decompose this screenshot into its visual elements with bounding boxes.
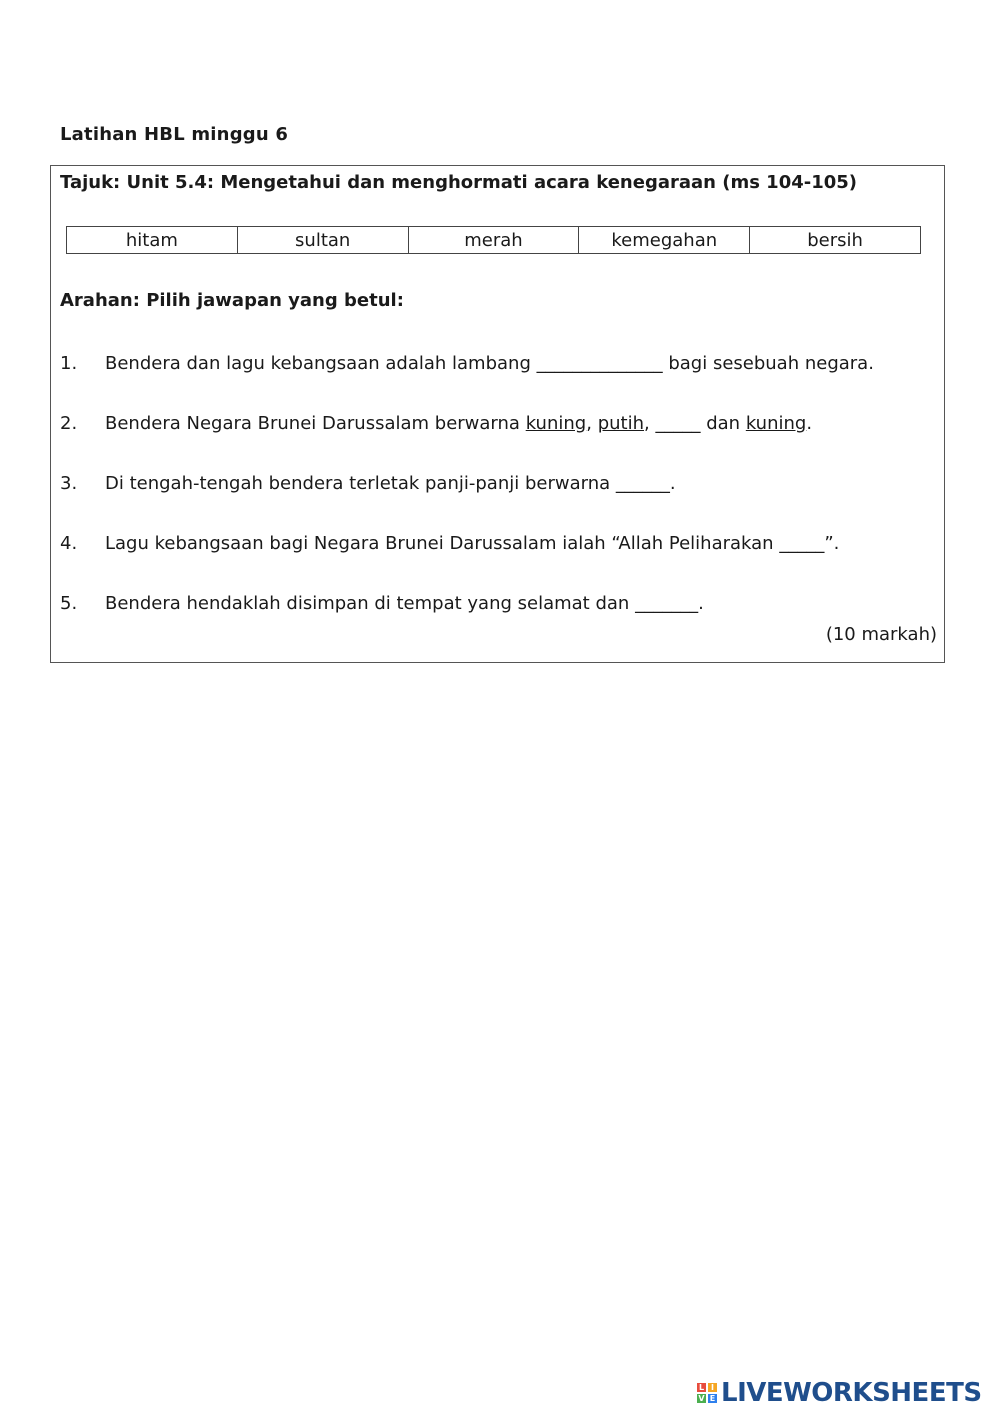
- word-bank-item: merah: [408, 227, 579, 254]
- question-number: 4.: [60, 533, 78, 554]
- question-text: Lagu kebangsaan bagi Negara Brunei Darussalam ialah “Allah Peliharakan: [105, 533, 774, 554]
- question-text: Di tengah-tengah bendera terletak panji-panji berwarna: [105, 473, 611, 494]
- total-marks: (10 markah): [825, 624, 937, 645]
- word-bank-item: sultan: [237, 227, 408, 254]
- liveworksheets-logo: [697, 1378, 982, 1408]
- logo-mark-icon: [697, 1383, 717, 1403]
- question-number: 1.: [60, 353, 78, 374]
- question-5: [60, 593, 704, 614]
- question-number: 2.: [60, 413, 78, 434]
- question-end: .: [806, 413, 813, 434]
- underlined-word: kuning: [745, 413, 807, 434]
- logo-letter: I: [708, 1383, 717, 1392]
- answer-blank[interactable]: ______________: [536, 353, 663, 374]
- logo-text: LIVEWORKSHEETS: [721, 1378, 982, 1408]
- question-number: 5.: [60, 593, 78, 614]
- question-3: [60, 473, 676, 494]
- question-1: [60, 353, 874, 374]
- answer-blank[interactable]: _____: [779, 533, 825, 554]
- word-bank-item: hitam: [67, 227, 238, 254]
- word-bank-item: bersih: [750, 227, 921, 254]
- question-2: [60, 413, 812, 434]
- question-text: Bendera hendaklah disimpan di tempat yang selamat dan: [105, 593, 630, 614]
- underlined-word: putih: [597, 413, 644, 434]
- question-end: ”.: [824, 533, 840, 554]
- question-text: dan: [706, 413, 741, 434]
- underlined-word: kuning: [525, 413, 587, 434]
- instruction: Arahan: Pilih jawapan yang betul:: [60, 290, 404, 311]
- separator: ,: [586, 413, 592, 434]
- worksheet-heading: Latihan HBL minggu 6: [60, 124, 289, 145]
- separator: ,: [644, 413, 650, 434]
- question-4: [60, 533, 839, 554]
- answer-blank[interactable]: ______: [615, 473, 670, 494]
- logo-letter: E: [709, 1394, 716, 1403]
- answer-blank[interactable]: _____: [655, 413, 701, 434]
- word-bank: [66, 226, 921, 254]
- question-end: .: [698, 593, 704, 614]
- topic-title: Tajuk: Unit 5.4: Mengetahui dan menghormati acara kenegaraan (ms 104-105): [60, 172, 858, 193]
- question-text: Bendera Negara Brunei Darussalam berwarna: [105, 413, 520, 434]
- question-end: .: [669, 473, 676, 494]
- logo-letter: V: [698, 1394, 705, 1403]
- exercise-box: [50, 165, 945, 663]
- logo-letter: L: [698, 1383, 705, 1392]
- answer-blank[interactable]: _______: [635, 593, 699, 614]
- question-text: Bendera dan lagu kebangsaan adalah lambang: [105, 353, 531, 374]
- question-number: 3.: [60, 473, 78, 494]
- question-text: bagi sesebuah negara.: [668, 353, 874, 374]
- word-bank-item: kemegahan: [579, 227, 750, 254]
